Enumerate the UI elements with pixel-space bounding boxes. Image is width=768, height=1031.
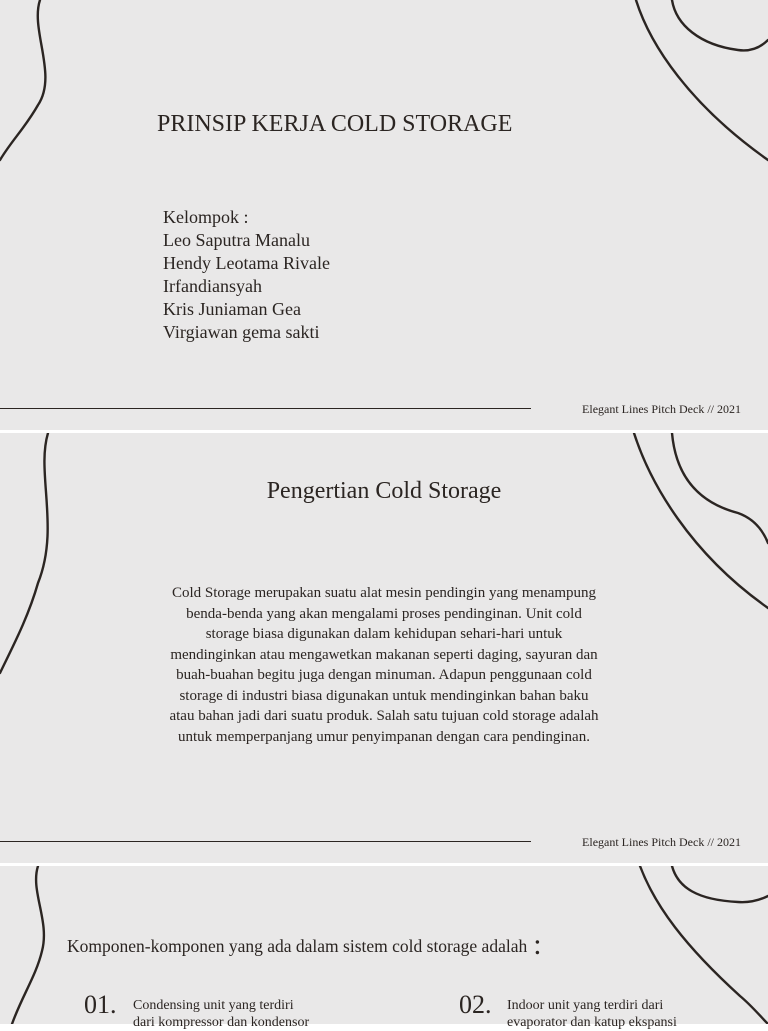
footer-text: Elegant Lines Pitch Deck // 2021 bbox=[582, 402, 741, 416]
item-line: evaporator dan katup ekspansi bbox=[507, 1015, 677, 1030]
item-number: 01. bbox=[84, 990, 117, 1019]
heading-colon: : bbox=[533, 928, 542, 961]
item-description bbox=[133, 997, 309, 1031]
paragraph-line: mendinginkan atau mengawetkan makanan seperti daging, sayuran dan bbox=[170, 646, 598, 663]
footer-rule bbox=[0, 408, 531, 409]
member-name: Hendy Leotama Rivale bbox=[163, 253, 330, 273]
footer-text: Elegant Lines Pitch Deck // 2021 bbox=[582, 835, 741, 849]
slide-heading: Pengertian Cold Storage bbox=[266, 478, 502, 504]
slide-title bbox=[0, 0, 768, 430]
item-number: 02. bbox=[459, 990, 492, 1019]
footer-rule bbox=[0, 841, 531, 842]
paragraph-line: Cold Storage merupakan suatu alat mesin pendingin yang menampung bbox=[171, 585, 597, 601]
item-line: dari kompressor dan kondensor bbox=[133, 1015, 310, 1030]
item-line: Indoor unit yang terdiri dari bbox=[507, 998, 664, 1013]
decorative-lines bbox=[0, 0, 768, 430]
paragraph-line: untuk memperpanjang umur penyimpanan dengan cara pendinginan. bbox=[178, 728, 590, 745]
member-name: Leo Saputra Manalu bbox=[163, 230, 310, 250]
presentation-title: PRINSIP KERJA COLD STORAGE bbox=[157, 111, 513, 137]
member-name: Irfandiansyah bbox=[163, 276, 262, 296]
member-name: Virgiawan gema sakti bbox=[163, 322, 320, 342]
group-label: Kelompok : bbox=[163, 207, 249, 227]
paragraph-line: atau bahan jadi dari suatu produk. Salah satu tujuan cold storage adalah bbox=[169, 708, 599, 724]
item-description bbox=[507, 997, 677, 1031]
member-name: Kris Juniaman Gea bbox=[163, 299, 301, 319]
paragraph-line: benda-benda yang akan mengalami proses pendinginan. Unit cold bbox=[186, 605, 582, 622]
paragraph-line: storage di industri biasa digunakan untuk mendinginkan bahan baku bbox=[179, 687, 589, 704]
heading-text: Komponen-komponen yang ada dalam sistem cold storage adalah bbox=[67, 936, 528, 956]
paragraph-line: buah-buahan begitu juga dengan minuman. Adapun penggunaan cold bbox=[176, 667, 592, 683]
item-line: Condensing unit yang terdiri bbox=[133, 998, 294, 1013]
group-members bbox=[163, 206, 330, 344]
slide-heading bbox=[67, 926, 542, 960]
paragraph-line: storage biasa digunakan dalam kehidupan sehari-hari untuk bbox=[205, 626, 563, 642]
definition-paragraph bbox=[134, 583, 634, 747]
